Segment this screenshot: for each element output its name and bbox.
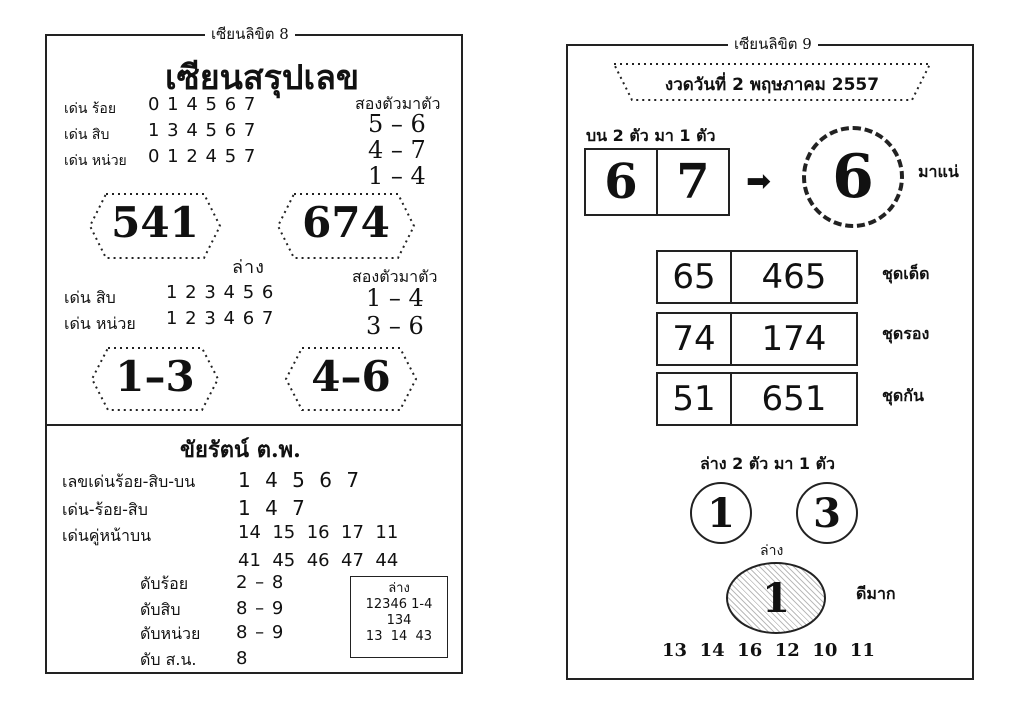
lower-row-label-tens: เด่น สิบ — [64, 288, 116, 307]
top-digit: 7 — [676, 154, 710, 210]
two-digit-top-pair: 5 – 6 — [368, 110, 426, 138]
set-number-b: 174 — [761, 319, 827, 359]
hex-lower-1-number: 1–3 — [115, 352, 195, 401]
lower-digit-circle — [796, 482, 858, 544]
date-banner — [612, 62, 932, 102]
hex-top-2-number: 674 — [302, 198, 390, 247]
lower-summary-line: 134 — [386, 613, 412, 628]
hex-lower-2 — [284, 346, 418, 412]
lower-summary-title: ล่าง — [388, 581, 410, 596]
hex-top-2 — [276, 192, 416, 260]
section2-row1-label: เลขเด่นร้อย-สิบ-บน — [62, 472, 196, 491]
lower-summary-line: 12346 1-4 — [365, 597, 433, 612]
section2-row3-value-b: 41 45 46 47 44 — [238, 550, 399, 571]
row-value-units: 0 1 2 4 5 7 — [148, 146, 257, 167]
set-number-a: 65 — [658, 252, 732, 302]
dub-value: 2 – 8 — [236, 572, 285, 593]
dub-label: ดับ ส.น. — [140, 650, 197, 669]
lower-row-value-units: 1 2 3 4 6 7 — [166, 308, 275, 329]
dub-value: 8 – 9 — [236, 598, 285, 619]
lower-pick-digit: 1 — [762, 574, 790, 622]
two-digit-top-label: สองตัวมาตัว — [355, 94, 441, 113]
left-section-divider — [45, 424, 461, 426]
dub-value: 8 — [236, 648, 249, 669]
row-label-units: เด่น หน่วย — [64, 153, 127, 169]
set-row — [656, 372, 858, 426]
top-digits-box — [584, 148, 730, 216]
two-digit-top-pair: 4 – 7 — [368, 136, 426, 164]
set-label: ชุดกัน — [882, 386, 924, 405]
two-digit-lower-pair: 3 – 6 — [366, 312, 424, 340]
two-digit-top-pair: 1 – 4 — [368, 162, 426, 190]
lower-pick-oval — [726, 562, 826, 634]
left-page-label: เซียนลิขิต 8 — [205, 22, 295, 46]
lower-digit: 3 — [813, 489, 841, 537]
dub-label: ดับหน่วย — [140, 624, 201, 643]
top-pick-label: มาแน่ — [918, 162, 959, 181]
lower-label: ล่าง — [232, 257, 265, 278]
lower-label: ล่าง 2 ตัว มา 1 ตัว — [700, 454, 835, 473]
lower-small-label: ล่าง — [760, 543, 784, 559]
section2-title: ขัยรัตน์ ต.พ. — [180, 437, 301, 463]
arrow-right-icon: ➡ — [746, 164, 772, 199]
lower-digit: 1 — [707, 489, 735, 537]
two-digit-lower-pair: 1 – 4 — [366, 284, 424, 312]
section2-row3-value-a: 14 15 16 17 11 — [238, 522, 399, 543]
lower-digit-circle — [690, 482, 752, 544]
row-label-hundreds: เด่น ร้อย — [64, 101, 117, 117]
set-row — [656, 250, 858, 304]
dub-value: 8 – 9 — [236, 622, 285, 643]
bottom-numbers: 13 14 16 12 10 11 — [662, 640, 875, 661]
section2-row2-value: 1 4 7 — [238, 496, 309, 520]
row-value-hundreds: 0 1 4 5 6 7 — [148, 94, 257, 115]
section2-row1-value: 1 4 5 6 7 — [238, 468, 364, 492]
top-pick-digit: 6 — [832, 142, 874, 212]
lower-row-label-units: เด่น หน่วย — [64, 314, 136, 333]
hex-lower-1 — [90, 346, 220, 412]
set-row — [656, 312, 858, 366]
lower-pick-label: ดีมาก — [856, 584, 896, 603]
hex-top-1 — [88, 192, 222, 260]
lower-summary-line: 13 14 43 — [365, 629, 433, 644]
dub-label: ดับร้อย — [140, 574, 189, 593]
section2-row3-label: เด่นคู่หน้าบน — [62, 526, 152, 545]
section2-row2-label: เด่น-ร้อย-สิบ — [62, 500, 148, 519]
hex-lower-2-number: 4–6 — [311, 352, 391, 401]
two-digit-lower-label: สองตัวมาตัว — [352, 267, 438, 286]
lower-row-value-tens: 1 2 3 4 5 6 — [166, 282, 275, 303]
left-title: เซียนสรุปเลข — [165, 58, 360, 98]
date-banner-text: งวดวันที่ 2 พฤษภาคม 2557 — [664, 75, 880, 95]
set-number-a: 51 — [658, 374, 732, 424]
top-label: บน 2 ตัว มา 1 ตัว — [586, 126, 716, 145]
row-value-tens: 1 3 4 5 6 7 — [148, 120, 257, 141]
set-number-b: 651 — [761, 379, 827, 419]
right-page-label: เซียนลิขิต 9 — [728, 32, 818, 56]
row-label-tens: เด่น สิบ — [64, 127, 110, 143]
dub-label: ดับสิบ — [140, 600, 181, 619]
top-digit: 6 — [586, 150, 658, 214]
set-number-a: 74 — [658, 314, 732, 364]
hex-top-1-number: 541 — [111, 198, 199, 247]
set-number-b: 465 — [761, 257, 827, 297]
top-pick-circle — [802, 126, 904, 228]
set-label: ชุดเด็ด — [882, 264, 930, 283]
lower-summary-box — [350, 576, 448, 658]
set-label: ชุดรอง — [882, 324, 930, 343]
